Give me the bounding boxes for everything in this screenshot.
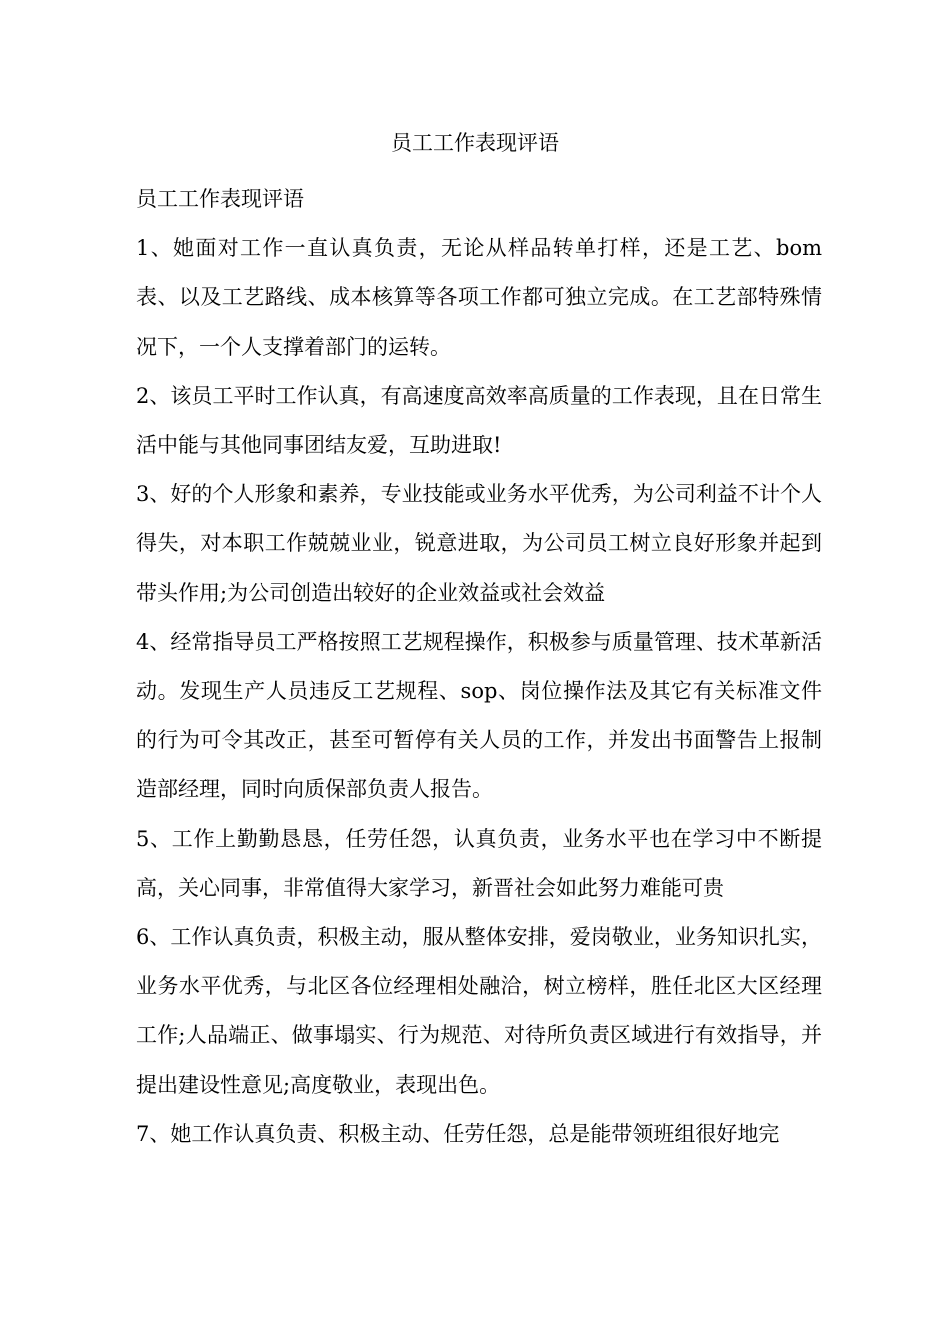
paragraph-2: 2、该员工平时工作认真，有高速度高效率高质量的工作表现，且在日常生活中能与其他同事团结友爱，互助进取! — [136, 383, 822, 458]
paragraph-6: 6、工作认真负责，积极主动，服从整体安排，爱岗敬业，业务知识扎实，业务水平优秀，与北区各位经理相处融洽，树立榜样，胜任北区大区经理工作;人品端正、做事塌实、行为规范、对待所负责区域进行有效指导，并提出建设性意见;高度敬业，表现出色。 — [136, 925, 822, 1097]
paragraph-3: 3、好的个人形象和素养，专业技能或业务水平优秀，为公司利益不计个人得失，对本职工作兢兢业业，锐意进取，为公司员工树立良好形象并起到带头作用;为公司创造出较好的企业效益或社会效益 — [136, 482, 822, 605]
document-subtitle: 员工工作表现评语 — [136, 187, 304, 211]
paragraph-7: 7、她工作认真负责、积极主动、任劳任怨，总是能带领班组很好地完 — [136, 1121, 780, 1146]
document-body — [136, 175, 822, 1159]
document-title: 员工工作表现评语 — [391, 131, 559, 155]
paragraph-1: 1、她面对工作一直认真负责，无论从样品转单打样，还是工艺、bom表、以及工艺路线、成本核算等各项工作都可独立完成。在工艺部特殊情况下，一个人支撑着部门的运转。 — [136, 236, 822, 359]
paragraph-4: 4、经常指导员工严格按照工艺规程操作，积极参与质量管理、技术革新活动。发现生产人员违反工艺规程、sop、岗位操作法及其它有关标准文件的行为可令其改正，甚至可暂停有关人员的工作，并发出书面警告上报制造部经理，同时向质保部负责人报告。 — [136, 629, 822, 802]
paragraph-5: 5、工作上勤勤恳恳，任劳任怨，认真负责，业务水平也在学习中不断提高，关心同事，非常值得大家学习，新晋社会如此努力难能可贵 — [136, 826, 822, 900]
